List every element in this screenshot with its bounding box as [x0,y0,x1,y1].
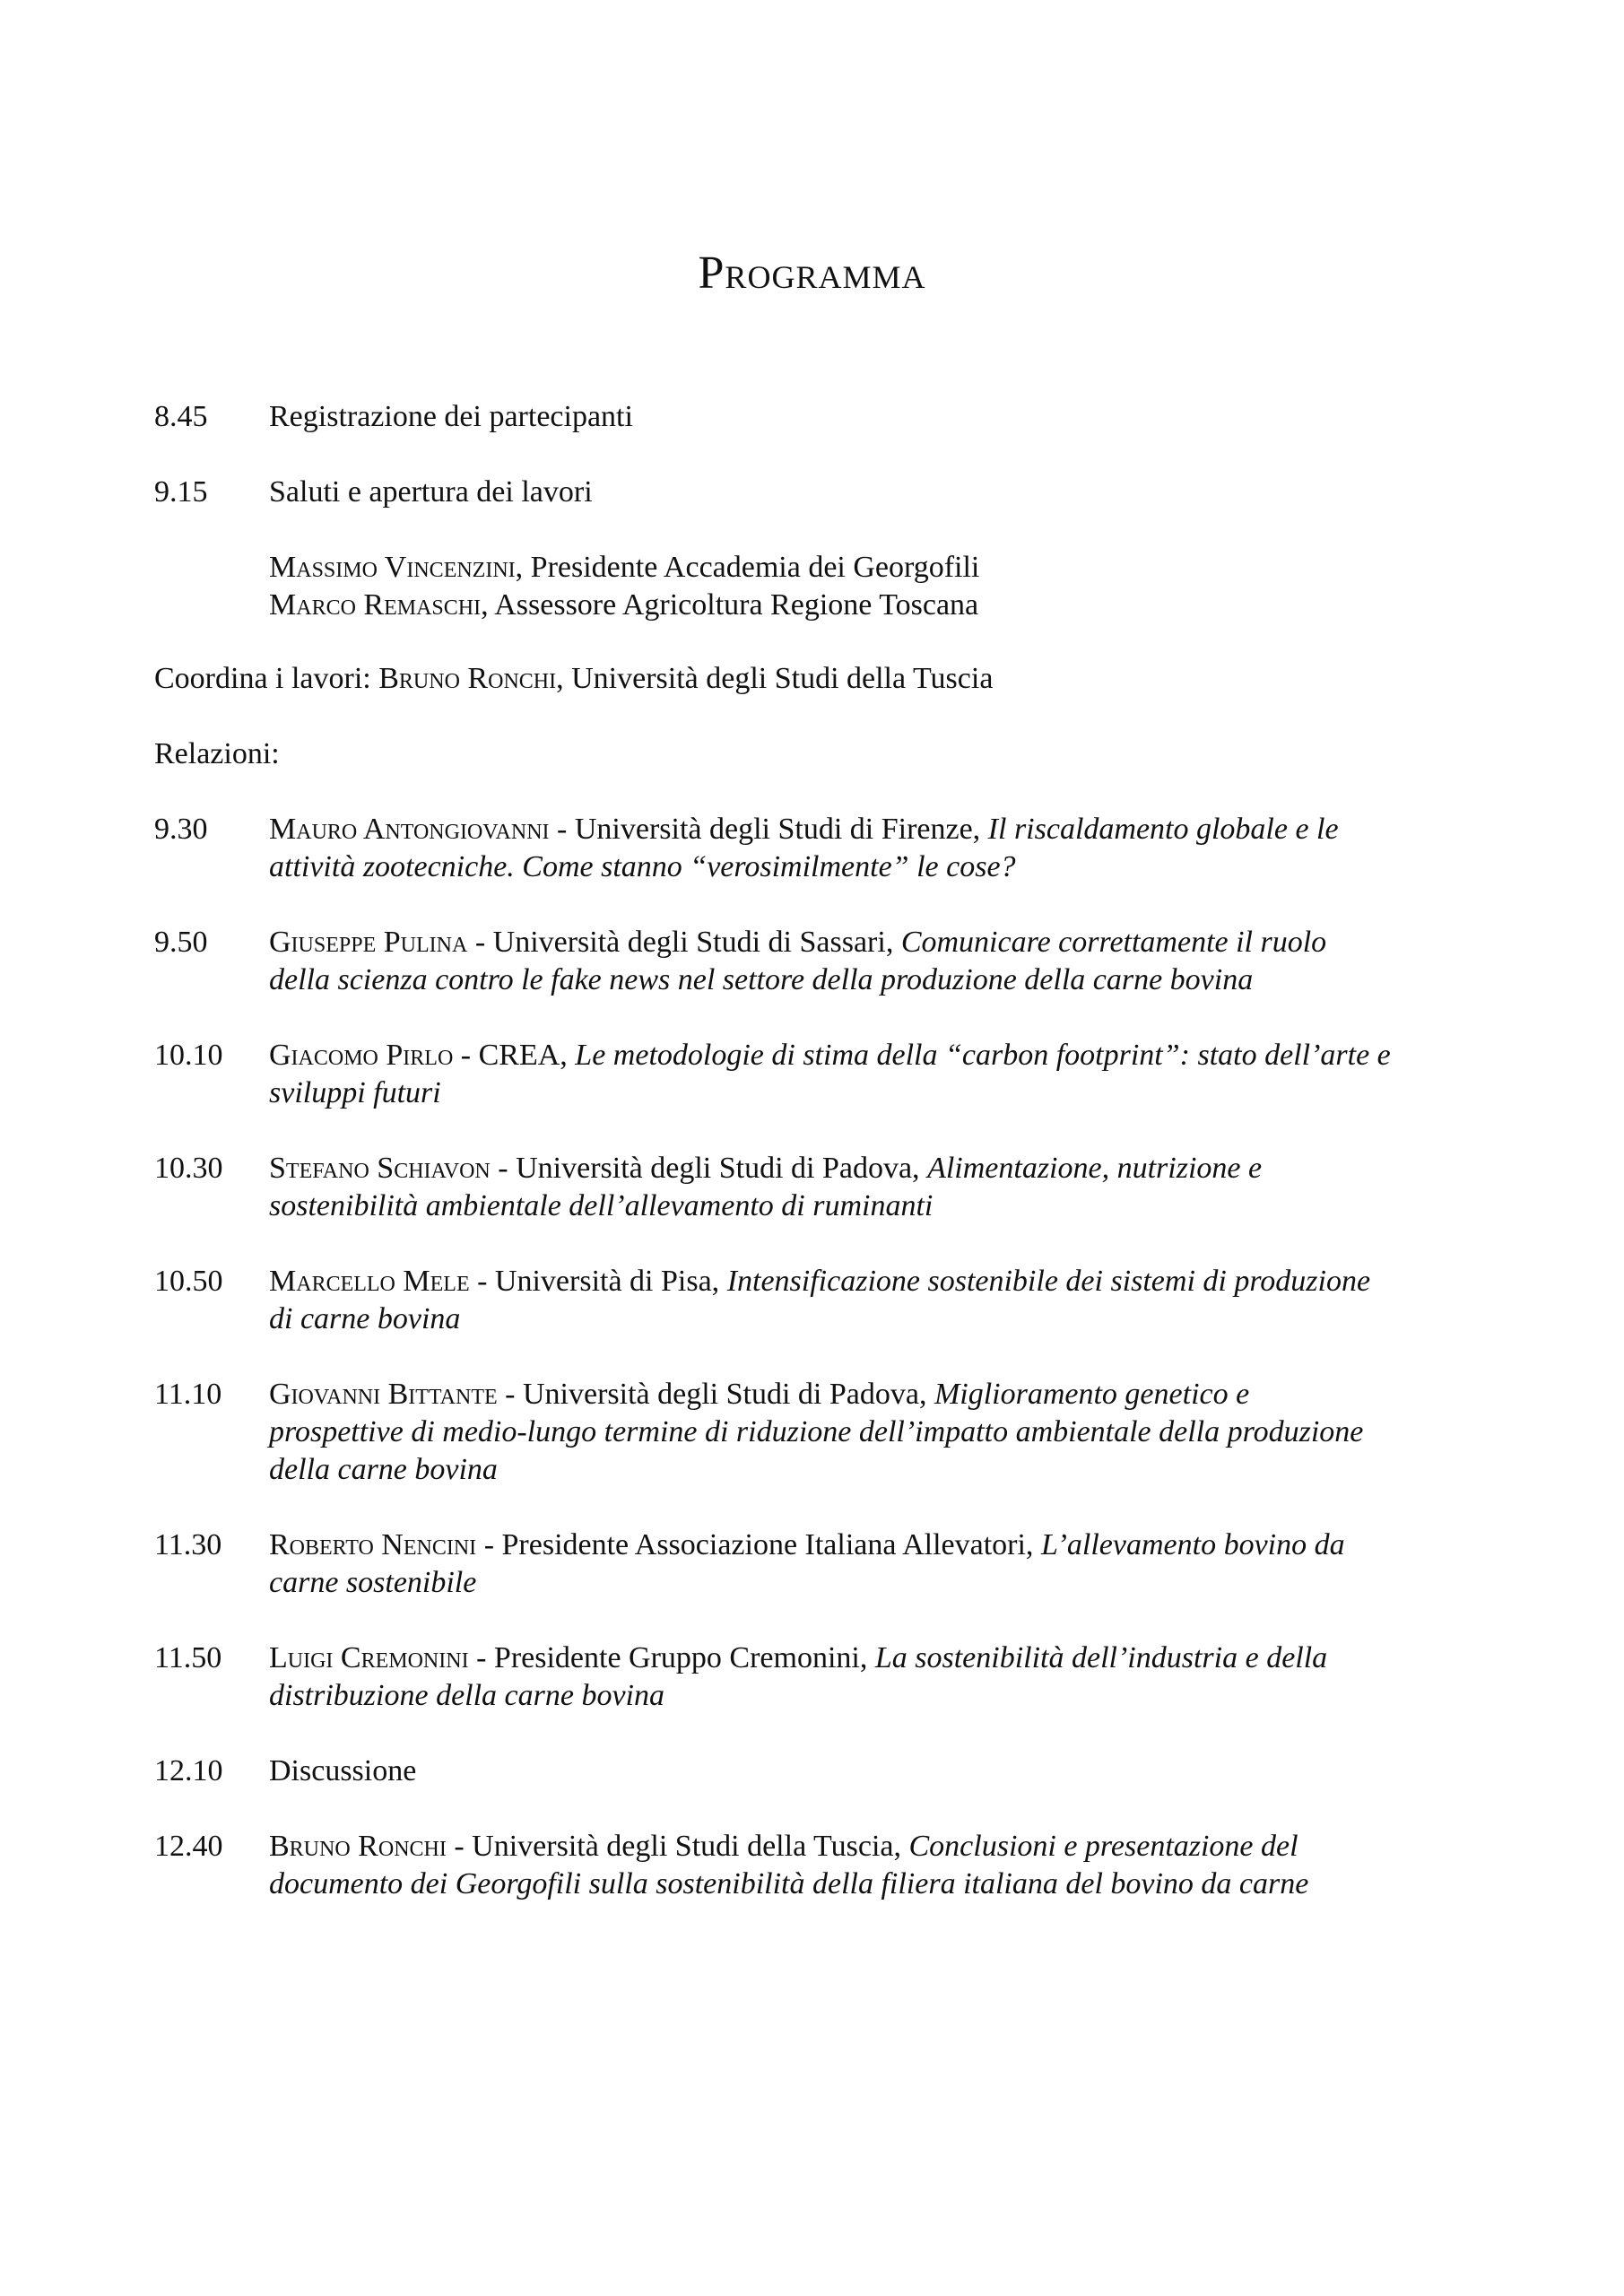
talk-first-line [269,811,1614,848]
talk-speaker: Giovanni Bittante [269,1378,498,1411]
talk-first-line [269,1639,1614,1677]
page-title: Programma [698,248,926,299]
talk-time: 11.10 [154,1378,222,1411]
guest-role: , Assessore Agricoltura Regione Toscana [481,588,979,622]
guest-name: Massimo Vincenzini [269,551,516,584]
talk-title: Conclusioni e presentazione del [908,1830,1298,1863]
talk-first-line [269,1828,1614,1866]
schedule-text: Discussione [269,1754,417,1787]
talk-title-continuation: attività zootecniche. Come stanno “verosimilmente” le cose? [269,850,1016,883]
guest-role: , Presidente Accademia dei Georgofili [515,551,980,584]
talk-affiliation: - Università degli Studi di Firenze, [549,813,988,846]
talk-first-line [269,1150,1614,1187]
talk-first-line [269,1526,1614,1564]
talk-time: 11.30 [154,1528,222,1561]
coordinator-line [154,660,993,698]
talk-title: Comunicare correttamente il ruolo [900,926,1327,959]
talk-first-line [269,1263,1614,1300]
talk-speaker: Giacomo Pirlo [269,1039,454,1072]
talk-title-continuation: della scienza contro le fake news nel settore della produzione della carne bovina [269,963,1254,996]
talk-speaker: Stefano Schiavon [269,1152,491,1185]
talk-title-continuation: carne sostenibile [269,1566,477,1599]
talk-title: La sostenibilità dell’industria e della [874,1641,1328,1674]
talk-title: Intensificazione sostenibile dei sistemi di produzione [726,1265,1371,1298]
talk-first-line [269,1037,1614,1074]
coordinator-affiliation: , Università degli Studi della Tuscia [556,662,994,695]
relations-heading: Relazioni: [154,737,280,770]
talk-title-continuation: sviluppi futuri [269,1076,441,1109]
talk-time: 12.40 [154,1830,223,1863]
schedule-time: 12.10 [154,1754,223,1787]
schedule-text: Saluti e apertura dei lavori [269,475,593,509]
talk-title: Alimentazione, nutrizione e [927,1152,1263,1185]
talk-time: 9.30 [154,813,208,846]
talk-time: 10.30 [154,1152,223,1185]
talk-time: 9.50 [154,926,208,959]
talk-title-continuation: distribuzione della carne bovina [269,1679,665,1712]
talk-first-line [269,1376,1614,1413]
talk-title: Le metodologie di stima della “carbon footprint”: stato dell’arte e [575,1039,1391,1072]
talk-time: 10.50 [154,1265,223,1298]
guest-line [269,587,1614,624]
talk-speaker: Luigi Cremonini [269,1641,469,1674]
talk-title: Miglioramento genetico e [934,1378,1250,1411]
coordinator-label: Coordina i lavori: [154,662,379,695]
talk-title: L’allevamento bovino da [1040,1528,1345,1561]
talk-speaker: Giuseppe Pulina [269,926,468,959]
talk-first-line [269,924,1614,961]
talk-affiliation: - Università degli Studi di Padova, [497,1378,934,1411]
talk-title-continuation: di carne bovina [269,1302,461,1335]
guest-name: Marco Remaschi [269,588,482,622]
talk-affiliation: - Università degli Studi della Tuscia, [446,1830,909,1863]
talk-affiliation: - Università di Pisa, [469,1265,727,1298]
talk-speaker: Bruno Ronchi [269,1830,447,1863]
coordinator-name: Bruno Ronchi [378,662,557,695]
talk-affiliation: - Presidente Associazione Italiana Allevatori, [476,1528,1041,1561]
talk-speaker: Marcello Mele [269,1265,470,1298]
talk-title-continuation: documento dei Georgofili sulla sostenibilità della filiera italiana del bovino da carne [269,1867,1309,1900]
talk-title-continuation: prospettive di medio-lungo termine di riduzione dell’impatto ambientale della produzione [269,1415,1364,1448]
talk-speaker: Mauro Antongiovanni [269,813,550,846]
talk-speaker: Roberto Nencini [269,1528,477,1561]
talk-title: Il riscaldamento globale e le [987,813,1339,846]
talk-affiliation: - Università degli Studi di Padova, [490,1152,928,1185]
talk-title-continuation: sostenibilità ambientale dell’allevamento di ruminanti [269,1189,934,1222]
talk-affiliation: - CREA, [453,1039,576,1072]
schedule-text: Registrazione dei partecipanti [269,400,633,433]
talk-title-continuation: della carne bovina [269,1453,498,1486]
talk-time: 11.50 [154,1641,222,1674]
talk-affiliation: - Università degli Studi di Sassari, [467,926,901,959]
guest-line [269,549,1614,587]
talk-affiliation: - Presidente Gruppo Cremonini, [468,1641,875,1674]
talk-time: 10.10 [154,1039,223,1072]
schedule-time: 9.15 [154,475,208,509]
schedule-time: 8.45 [154,400,208,433]
